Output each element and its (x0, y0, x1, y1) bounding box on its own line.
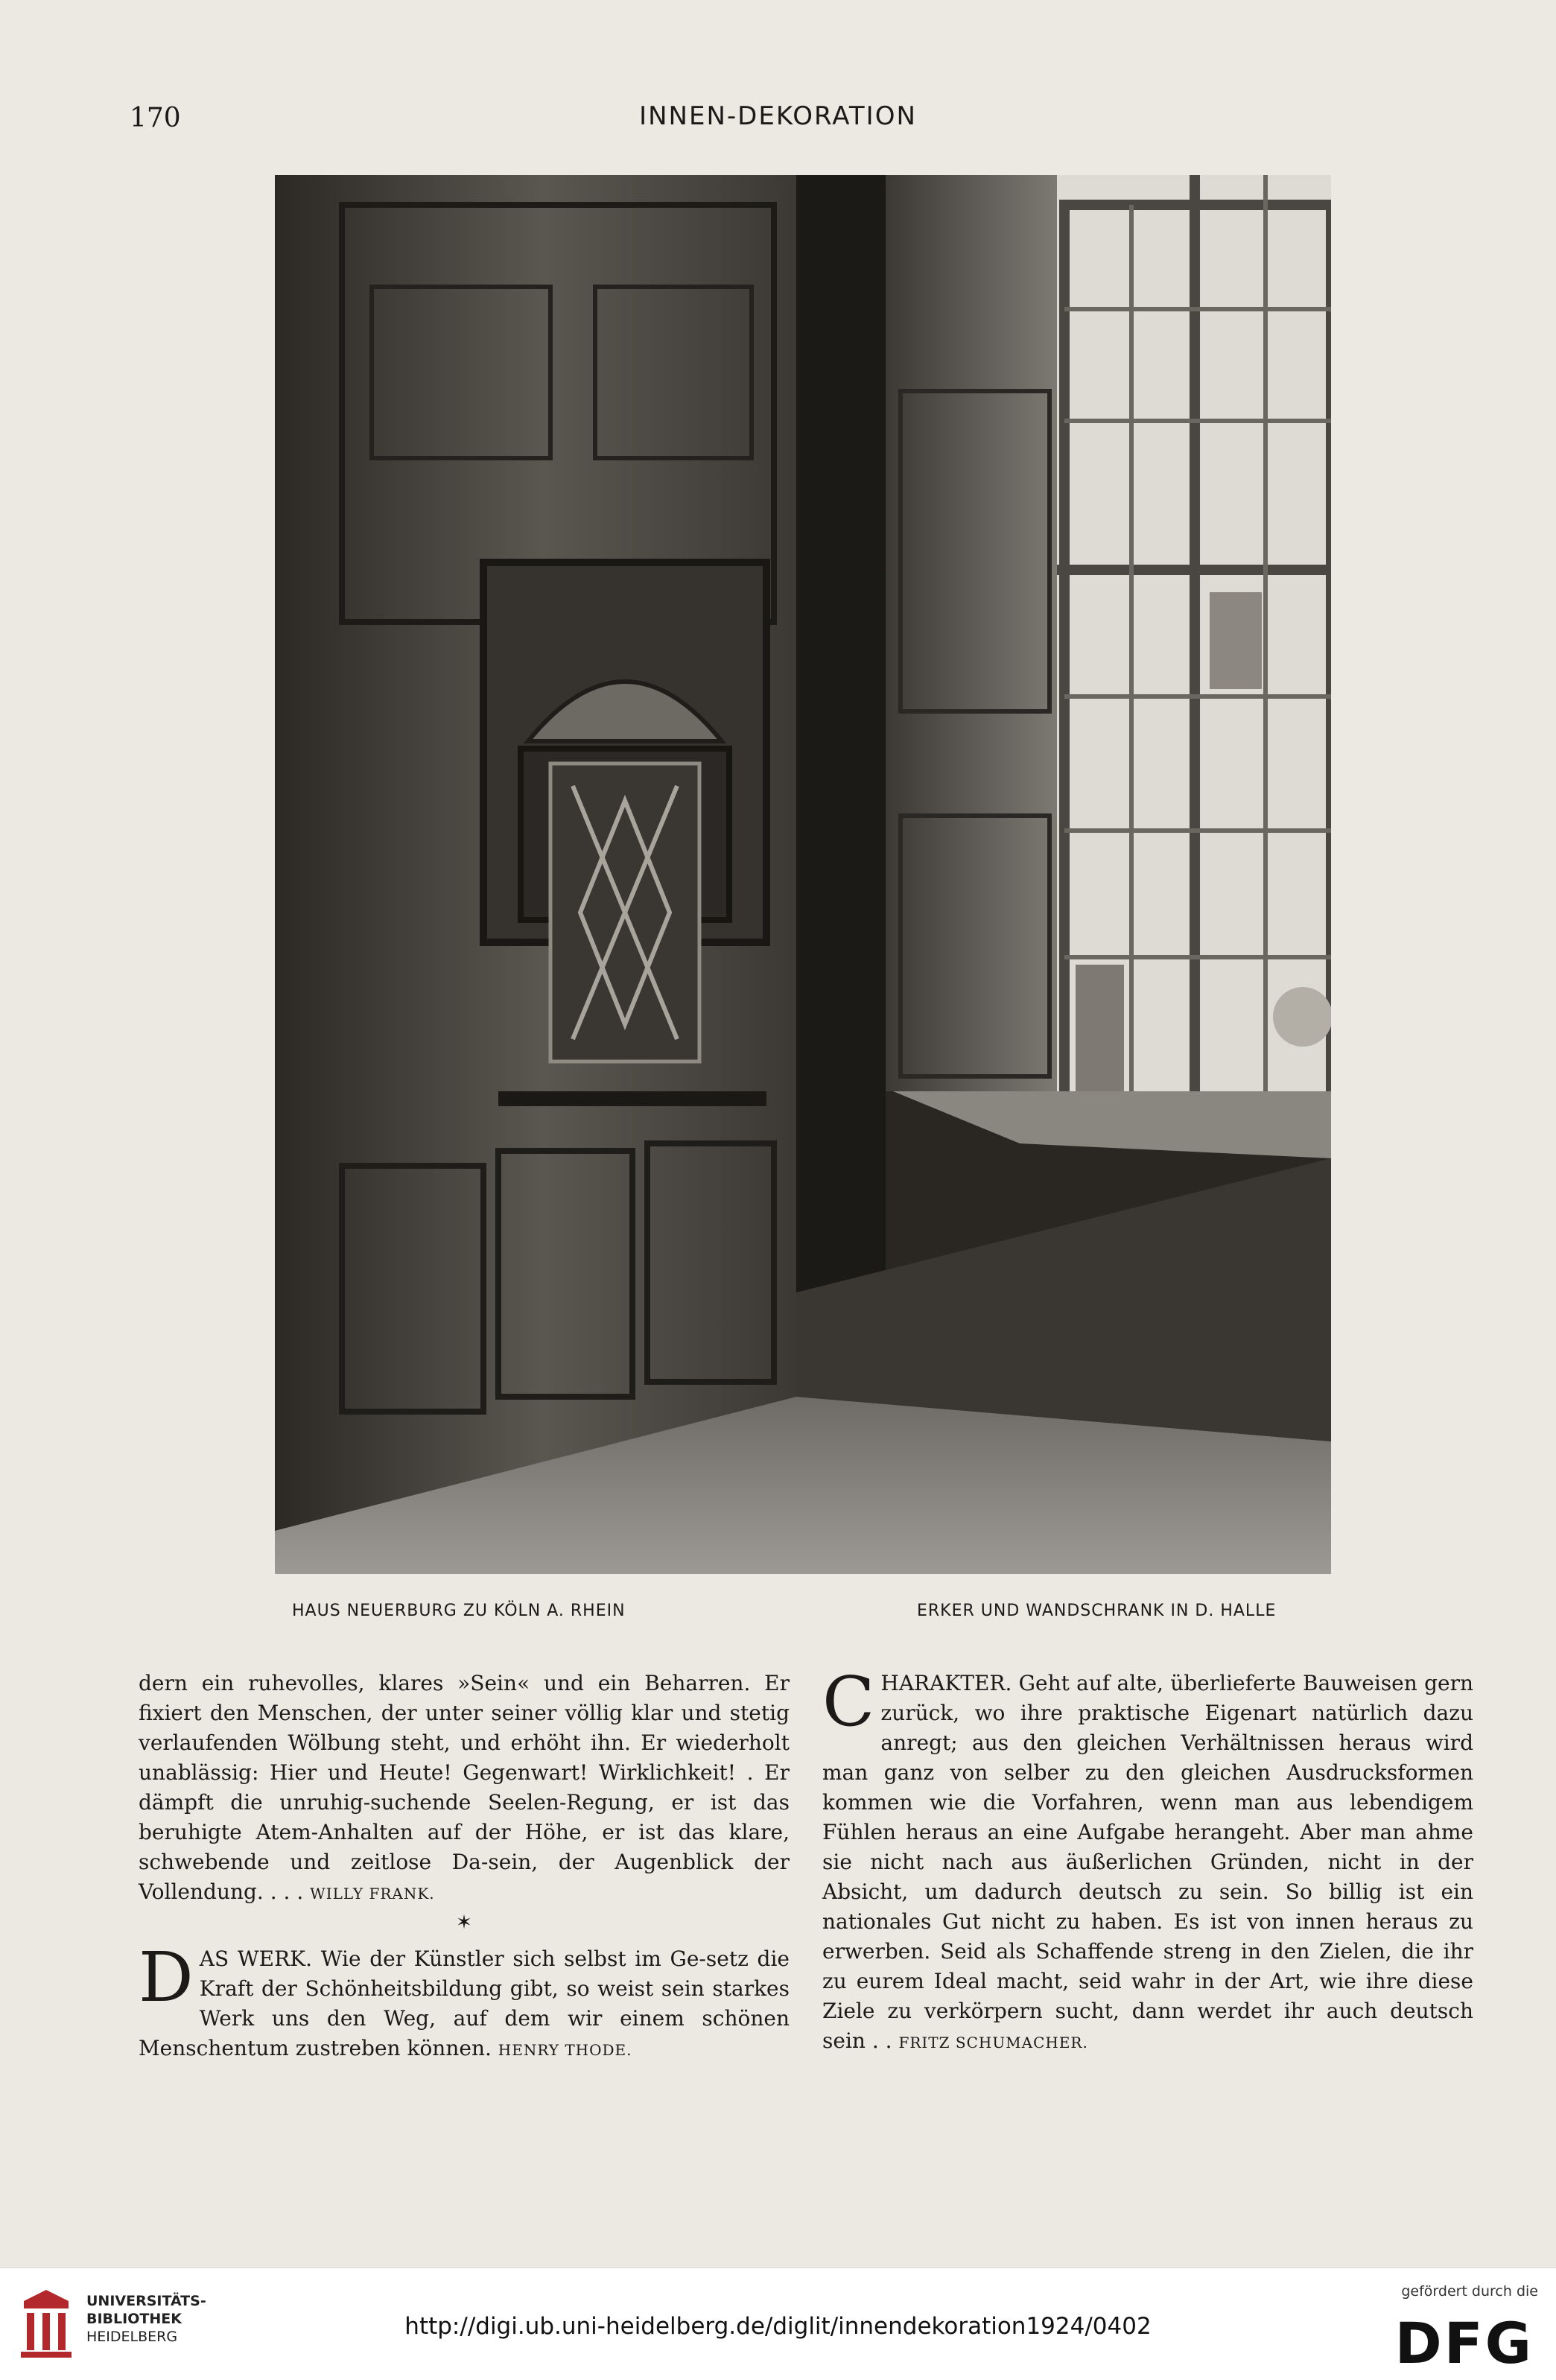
drop-cap-c: C (822, 1662, 875, 1742)
library-name-line2: BIBLIOTHEK (86, 2311, 182, 2327)
paragraph-thode-text: AS WERK. Wie der Künstler sich selbst im Ge-setz die Kraft der Schönheitsbildung gibt, so weist sein starkes Werk uns den Weg, auf dem wir einem schönen Menschentum zustreben können. (139, 1946, 790, 2060)
right-text-column (822, 1662, 1473, 2057)
page-header (0, 95, 1556, 140)
author-frank: WILLY FRANK. (310, 1885, 435, 1903)
drop-cap-d: D (139, 1938, 194, 2017)
author-thode: HENRY THODE. (498, 2041, 632, 2059)
paragraph-schumacher (822, 1662, 1473, 2057)
library-name-line3: HEIDELBERG (86, 2329, 178, 2345)
permalink-url[interactable]: http://digi.ub.uni-heidelberg.de/diglit/innendekoration1924/0402 (404, 2313, 1152, 2340)
author-schumacher: FRITZ SCHUMACHER. (898, 2034, 1088, 2051)
interior-photograph (275, 175, 1331, 1574)
caption-right: ERKER UND WANDSCHRANK IN D. HALLE (917, 1602, 1277, 1620)
funded-by-label: gefördert durch die (1401, 2283, 1538, 2300)
page-number: 170 (130, 103, 181, 133)
dfg-logo[interactable]: DFG (1394, 2310, 1534, 2376)
viewer-footer (0, 2268, 1556, 2380)
running-title: INNEN-DEKORATION (639, 101, 917, 131)
library-name-line1: UNIVERSITÄTS- (86, 2293, 206, 2309)
paragraph-frank (139, 1669, 790, 1908)
left-text-column (139, 1669, 790, 2065)
paragraph-schumacher-text: HARAKTER. Geht auf alte, überlieferte Bauweisen gern zurück, wo ihre praktische Eigenart natürlich dazu anregt; aus den gleichen Verhältnissen heraus wird man ganz von selber zu den gleichen Ausdrucksformen kommen wie die Vorfahren, wenn man aus lebendigem Fühlen heraus an eine Aufgabe herangeht. Aber man ahme sie nicht nach aus äußerlichen Gründen, nicht in der Absicht, um dadurch deutsch zu sein. So billig ist ein nationales Gut nicht zu haben. Es ist von innen heraus zu erwerben. Seid als Schaffende streng in den Zielen, die ihr zu eurem Ideal macht, seid wahr in der Art, wie ihre diese Ziele zu verkörpern sucht, dann werdet ihr auch deutsch sein . . (822, 1671, 1473, 2053)
paragraph-thode (139, 1938, 790, 2065)
section-separator: ✶ (456, 1911, 472, 1934)
paragraph-frank-text: dern ein ruhevolles, klares »Sein« und ein Beharren. Er fixiert den Menschen, der unter seiner völlig klar und stetig verlaufenden Wölbung steht, und erhöht ihn. Er wiederholt unablässig: Hier und Heute! Gegenwart! Wirklichkeit! . Er dämpft die unruhig-suchende Seelen-Regung, er ist das beruhigte Atem-Anhalten auf der Höhe, er ist das klare, schwebende und zeitlose Da-sein, der Augenblick der Vollendung. . . . (139, 1671, 790, 1904)
caption-left: HAUS NEUERBURG ZU KÖLN A. RHEIN (292, 1602, 626, 1620)
